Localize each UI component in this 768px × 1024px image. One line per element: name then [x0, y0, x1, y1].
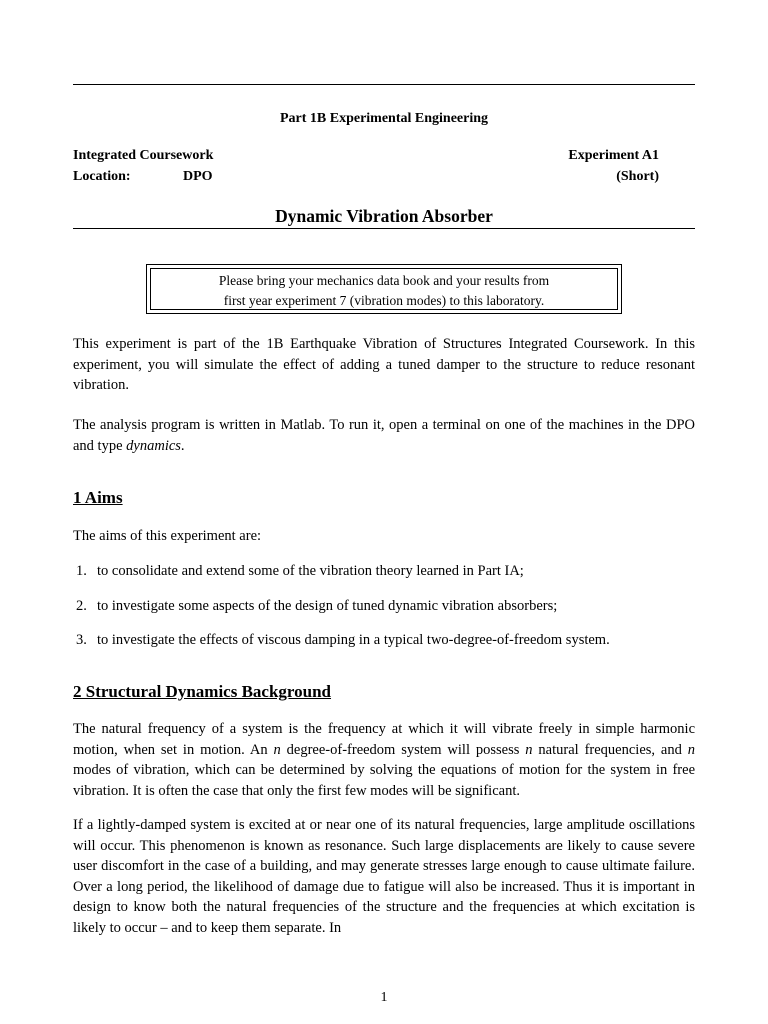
bg-p1-text: The natural frequency of a system is the frequency at which it will vibrate freely in simple harmonic motion, when set in motion. An	[73, 721, 695, 758]
top-rule	[73, 84, 695, 85]
variable-n: n	[273, 741, 281, 758]
list-item	[76, 596, 696, 616]
section-heading-background: 2 Structural Dynamics Background	[73, 682, 332, 701]
intro-p2-text: The analysis program is written in Matlab. To run it, open a terminal on one of the machines in the DPO and type	[73, 417, 695, 454]
background-paragraph-2: If a lightly-damped system is excited at or near one of its natural frequencies, large amplitude oscillations will occur. This phenomenon is known as resonance. Such large displacements are likely to cause severe user discomfort in the case of a building, and may generate stresses large enough to cause ultimate failure. Over a long period, the likelihood of damage due to fatigue will also be increased. Thus it is important in design to know both the natural frequencies of the structure and the frequencies at which excitation is likely to occur – and to keep them separate. In	[73, 817, 695, 936]
coursework-label: Integrated Coursework	[73, 148, 214, 163]
section-heading-aims: 1 Aims	[73, 488, 123, 507]
list-text: to investigate some aspects of the design of tuned dynamic vibration absorbers;	[97, 598, 558, 614]
list-text: to consolidate and extend some of the vibration theory learned in Part IA;	[97, 563, 524, 579]
notice-line-2: first year experiment 7 (vibration modes) to this laboratory.	[223, 293, 545, 308]
notice-inner	[150, 268, 618, 310]
background-paragraph-1	[73, 719, 695, 801]
location-label: Location:	[73, 169, 131, 184]
bg-p1-text: modes of vibration, which can be determined by solving the equations of motion for the system in free vibration. It is often the case that only the first few modes will be significant.	[73, 762, 695, 799]
page-number: 1	[380, 990, 388, 1005]
title-rule	[73, 228, 695, 229]
intro-paragraph-1: This experiment is part of the 1B Earthquake Vibration of Structures Integrated Coursework. In this experiment, you will simulate the effect of adding a tuned damper to the structure to reduce resonant vibration.	[73, 336, 695, 393]
list-text: to investigate the effects of viscous damping in a typical two-degree-of-freedom system.	[97, 632, 610, 648]
experiment-length: (Short)	[616, 169, 659, 184]
command-name: dynamics	[126, 437, 181, 454]
intro-p2-end: .	[180, 437, 185, 454]
intro-paragraph-2	[73, 415, 695, 456]
document-title: Dynamic Vibration Absorber	[275, 206, 493, 226]
notice-line-1: Please bring your mechanics data book and your results from	[218, 273, 550, 288]
variable-n: n	[687, 741, 696, 758]
list-item	[76, 561, 696, 581]
experiment-id: Experiment A1	[568, 148, 659, 163]
location-value: DPO	[183, 169, 213, 184]
variable-n: n	[525, 741, 533, 758]
aims-lead: The aims of this experiment are:	[73, 528, 262, 544]
notice-box	[146, 264, 622, 314]
bg-p1-text: degree-of-freedom system will possess	[280, 741, 526, 758]
course-title: Part 1B Experimental Engineering	[279, 111, 489, 126]
list-item	[76, 630, 696, 650]
list-number: 1.	[76, 563, 87, 579]
bg-p1-text: natural frequencies, and	[532, 741, 688, 758]
list-number: 3.	[76, 632, 87, 648]
list-number: 2.	[76, 598, 87, 614]
